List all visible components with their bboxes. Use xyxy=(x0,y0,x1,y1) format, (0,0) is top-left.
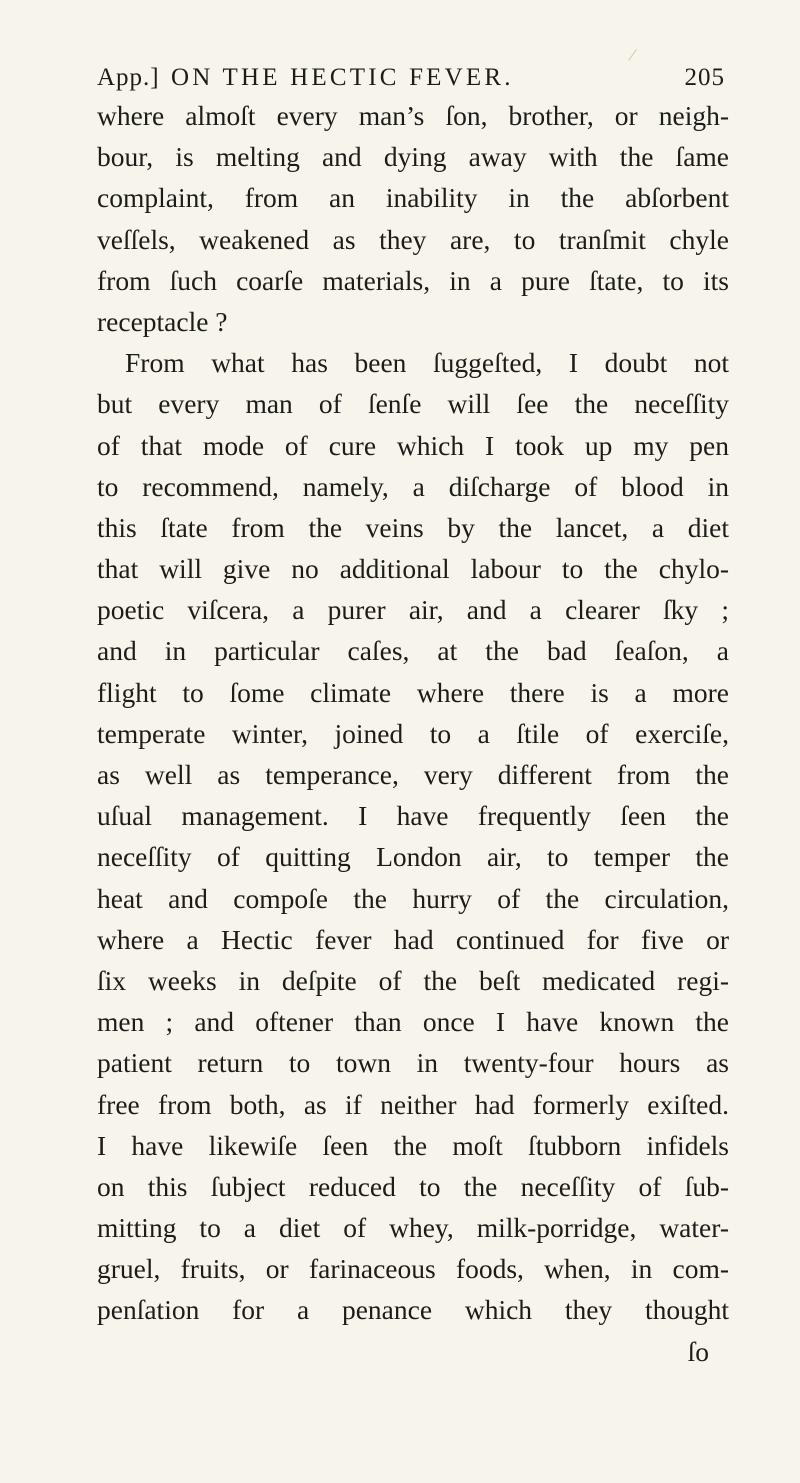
catchword: ſo xyxy=(687,1335,709,1367)
text-line: temperate winter, joined to a ſtile of exerciſe, xyxy=(97,717,729,749)
page-number: 205 xyxy=(684,64,725,91)
text-line: of that mode of cure which I took up my pen xyxy=(97,429,729,461)
text-line: as well as temperance, very different from the xyxy=(97,759,729,790)
text-line: heat and compoſe the hurry of the circulation, xyxy=(97,882,729,914)
text-line: penſation for a penance which they thought xyxy=(97,1294,729,1326)
text-line: flight to ſome climate where there is a more xyxy=(97,676,729,708)
text-line: poetic viſcera, a purer air, and a clearer ſky ; xyxy=(97,594,729,626)
text-line: on this ſubject reduced to the neceſſity of ſub- xyxy=(97,1170,729,1202)
text-line: receptacle ? xyxy=(97,305,228,337)
running-title: ON THE HECTIC FEVER. xyxy=(171,64,514,91)
body-text xyxy=(97,95,729,1372)
text-line: where a Hectic fever had continued for five or xyxy=(97,923,729,955)
text-line: I have likewiſe ſeen the moſt ſtubborn infidels xyxy=(97,1129,729,1161)
text-line: neceſſity of quitting London air, to temper the xyxy=(97,841,729,873)
text-line: and in particular caſes, at the bad ſeaſon, a xyxy=(97,635,729,667)
text-line: bour, is melting and dying away with the ſame xyxy=(97,141,729,173)
text-line: that will give no additional labour to the chylo- xyxy=(97,553,729,585)
text-line: ſix weeks in deſpite of the beſt medicated regi- xyxy=(97,964,729,996)
text-line: but every man of ſenſe will ſee the neceſſity xyxy=(97,388,729,420)
text-line: patient return to town in twenty-four hours as xyxy=(97,1047,729,1079)
text-line: this ſtate from the veins by the lancet, a diet xyxy=(97,511,729,543)
text-line: From what has been ſuggeſted, I doubt not xyxy=(125,347,729,379)
text-line: mitting to a diet of whey, milk-porridge, water- xyxy=(97,1212,729,1244)
page-mark xyxy=(628,49,637,61)
text-line: veſſels, weakened as they are, to tranſmit chyle xyxy=(97,223,729,255)
text-line: where almoſt every man’s ſon, brother, or neigh- xyxy=(97,100,729,131)
appendix-label: App.] xyxy=(97,64,160,91)
text-line: to recommend, namely, a diſcharge of blood in xyxy=(97,470,729,502)
text-line: complaint, from an inability in the abſorbent xyxy=(97,182,729,214)
text-line: men ; and oftener than once I have known the xyxy=(97,1006,729,1038)
text-line: from ſuch coarſe materials, in a pure ſtate, to its xyxy=(97,264,729,296)
text-line: gruel, fruits, or farinaceous foods, when, in com- xyxy=(97,1253,729,1285)
text-line: uſual management. I have frequently ſeen the xyxy=(97,800,729,832)
text-line: free from both, as if neither had formerly exiſted. xyxy=(97,1088,729,1120)
